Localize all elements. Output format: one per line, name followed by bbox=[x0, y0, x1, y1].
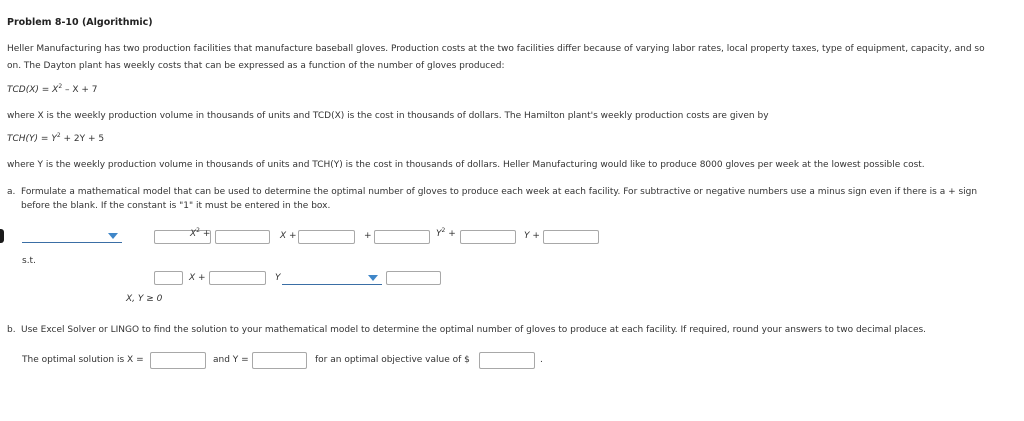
tcd-lhs: TCD(X) = X bbox=[7, 85, 59, 95]
tch-exponent: 2 bbox=[56, 132, 61, 139]
con-rhs-input[interactable] bbox=[386, 271, 441, 285]
tcd-rhs: – X + 7 bbox=[62, 85, 98, 95]
chevron-down-icon bbox=[108, 233, 118, 239]
and-y-label: and Y = bbox=[213, 355, 249, 365]
obj-y2-term: $Y^2$ + bbox=[436, 227, 456, 239]
obj-y2-coef-input[interactable] bbox=[374, 230, 430, 244]
tch-lhs: TCH(Y) = Y bbox=[7, 134, 57, 144]
where-y-text: where Y is the weekly production volume in thousands of units and TCH(Y) is the cost in thousands of dollars. Heller Manufacturing would like to produce 8000 gloves per week at the lowest possible cost. bbox=[7, 160, 925, 170]
part-b-text: Use Excel Solver or LINGO to find the solution to your mathematical model to determine the optimal number of gloves to produce at each facility. If required, round your answers to two decimal places. bbox=[21, 325, 927, 335]
obj-last-input[interactable] bbox=[543, 230, 599, 244]
tch-rhs: + 2Y + 5 bbox=[60, 134, 105, 144]
st-label: s.t. bbox=[22, 256, 36, 266]
x-value-input[interactable] bbox=[150, 352, 206, 369]
nonneg-constraint: X, Y ≥ 0 bbox=[126, 294, 163, 304]
tcd-formula bbox=[7, 85, 98, 95]
obj-x2-term: $X^2$ + bbox=[190, 227, 211, 239]
intro-line-1: Heller Manufacturing has two production facilities that manufacture baseball gloves. Production costs at the two facilities differ because of varying labor rates, local property taxes, type of equipment, capacity, and so bbox=[7, 44, 985, 54]
con-y-coef-input[interactable] bbox=[209, 271, 266, 285]
obj-x-coef-input[interactable] bbox=[215, 230, 270, 244]
chevron-down-icon bbox=[368, 275, 378, 281]
part-a-text-1: Formulate a mathematical model that can be used to determine the optimal number of gloves to produce each week at each facility. For subtractive or negative numbers use a minus sign even if there is a + sign bbox=[21, 187, 978, 197]
objective-type-select[interactable] bbox=[22, 229, 122, 243]
tch-formula bbox=[7, 134, 104, 144]
constraint-relation-select[interactable] bbox=[282, 271, 382, 285]
intro-line-2: on. The Dayton plant has weekly costs that can be expressed as a function of the number of gloves produced: bbox=[7, 61, 505, 71]
answer-prefix: The optimal solution is X = bbox=[22, 355, 144, 365]
objective-value-label: for an optimal objective value of $ bbox=[315, 355, 470, 365]
part-a-label: a. bbox=[7, 187, 16, 197]
part-a-text-2: before the blank. If the constant is "1" it must be entered in the box. bbox=[21, 201, 331, 211]
obj-const-op: + bbox=[364, 231, 372, 241]
y-value-input[interactable] bbox=[252, 352, 307, 369]
obj-const-input[interactable] bbox=[298, 230, 355, 244]
where-x-text: where X is the weekly production volume in thousands of units and TCD(X) is the cost in thousands of dollars. The Hamilton plant's weekly production costs are given by bbox=[7, 111, 769, 121]
period: . bbox=[540, 355, 543, 365]
question-marker bbox=[0, 229, 4, 243]
obj-y-coef-input[interactable] bbox=[460, 230, 516, 244]
problem-title: Problem 8-10 (Algorithmic) bbox=[7, 17, 153, 28]
con-x-term: X + bbox=[189, 273, 206, 283]
con-y-term: Y bbox=[275, 273, 281, 283]
objective-value-input[interactable] bbox=[479, 352, 535, 369]
part-b-label: b. bbox=[7, 325, 16, 335]
tcd-exponent: 2 bbox=[58, 83, 63, 90]
con-x-coef-input[interactable] bbox=[154, 271, 183, 285]
obj-y-term: Y + bbox=[524, 231, 540, 241]
obj-x-term: X + bbox=[280, 231, 297, 241]
